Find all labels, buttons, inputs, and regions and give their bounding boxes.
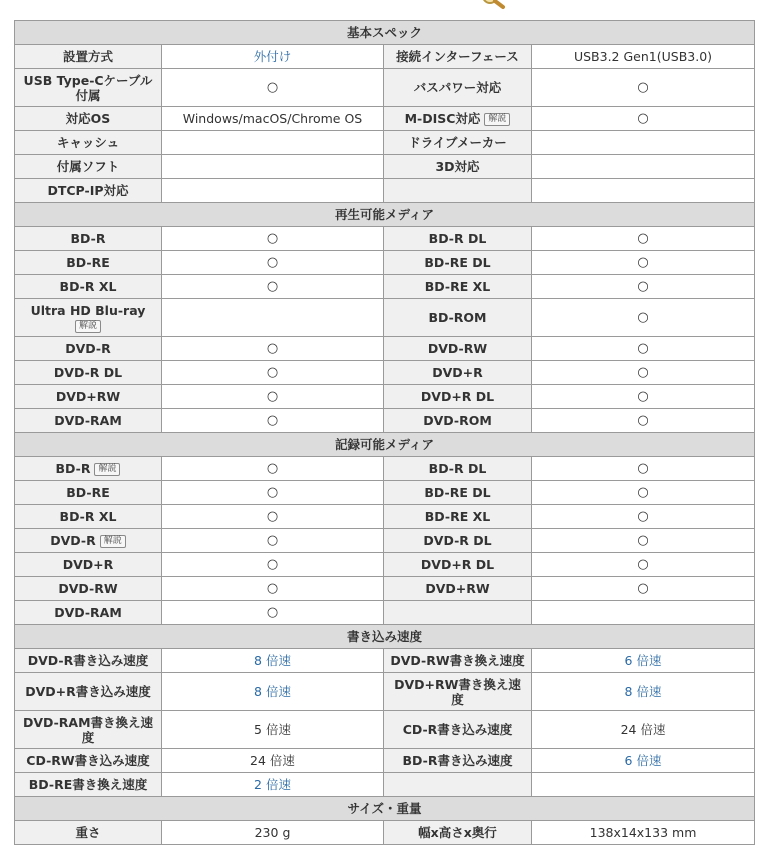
supported-mark: ○ (162, 251, 384, 275)
spec-label: 3D対応 (384, 155, 532, 179)
media-label: BD-R XL (15, 275, 162, 299)
table-row (15, 69, 755, 107)
spec-value: 138x14x133 mm (532, 821, 755, 845)
media-label: DVD-RAM (15, 409, 162, 433)
spec-label: DTCP-IP対応 (15, 179, 162, 203)
table-row (15, 409, 755, 433)
table-row (15, 649, 755, 673)
table-row (15, 227, 755, 251)
table-row (15, 337, 755, 361)
section-header-speed (15, 625, 755, 649)
supported-mark: ○ (532, 337, 755, 361)
media-label: DVD-R DL (15, 361, 162, 385)
spec-value: Windows/macOS/Chrome OS (162, 107, 384, 131)
media-label: DVD-ROM (384, 409, 532, 433)
section-title: 書き込み速度 (15, 625, 755, 649)
spec-label-with-help (384, 107, 532, 131)
spec-label: 接続インターフェース (384, 45, 532, 69)
spec-value-link[interactable]: 外付け (162, 45, 384, 69)
table-row (15, 107, 755, 131)
spec-label-text: M-DISC対応 (404, 111, 481, 126)
media-label: BD-RE (15, 481, 162, 505)
speed-label: CD-R書き込み速度 (384, 711, 532, 749)
supported-mark (532, 601, 755, 625)
table-row (15, 45, 755, 69)
media-label: BD-RE DL (384, 481, 532, 505)
spec-value (162, 155, 384, 179)
supported-mark: ○ (532, 529, 755, 553)
supported-mark: ○ (532, 299, 755, 337)
speed-label (384, 773, 532, 797)
media-label-text: DVD-R (50, 533, 96, 548)
spec-label: 重さ (15, 821, 162, 845)
speed-label: DVD+RW書き換え速度 (384, 673, 532, 711)
media-label: BD-R DL (384, 227, 532, 251)
kaisetsu-button[interactable]: 解説 (100, 535, 126, 548)
spec-value (532, 131, 755, 155)
media-label: BD-RE (15, 251, 162, 275)
section-header-basic (15, 21, 755, 45)
supported-mark (162, 299, 384, 337)
spec-label (384, 179, 532, 203)
section-title: 記録可能メディア (15, 433, 755, 457)
media-label: DVD-RAM (15, 601, 162, 625)
supported-mark: ○ (162, 601, 384, 625)
media-label: DVD-R (15, 337, 162, 361)
spec-table (14, 20, 755, 845)
supported-mark: ○ (532, 227, 755, 251)
spec-value (162, 131, 384, 155)
media-label: DVD+R DL (384, 553, 532, 577)
supported-mark: ○ (162, 529, 384, 553)
supported-mark: ○ (162, 553, 384, 577)
table-row (15, 299, 755, 337)
media-label (384, 601, 532, 625)
media-label: BD-RE XL (384, 275, 532, 299)
spec-label: ドライブメーカー (384, 131, 532, 155)
supported-mark: ○ (532, 505, 755, 529)
supported-mark: ○ (532, 553, 755, 577)
table-row (15, 673, 755, 711)
spec-label: 幅x高さx奥行 (384, 821, 532, 845)
spec-label: 設置方式 (15, 45, 162, 69)
media-label: DVD+RW (15, 385, 162, 409)
supported-mark: ○ (162, 337, 384, 361)
supported-mark: ○ (162, 505, 384, 529)
media-label: DVD+R (15, 553, 162, 577)
spec-label: 対応OS (15, 107, 162, 131)
supported-mark: ○ (162, 227, 384, 251)
speed-label: DVD-RW書き換え速度 (384, 649, 532, 673)
speed-label: DVD-RAM書き換え速度 (15, 711, 162, 749)
table-row (15, 251, 755, 275)
speed-value-link[interactable]: 6 倍速 (532, 749, 755, 773)
supported-mark: ○ (532, 361, 755, 385)
speed-value (532, 773, 755, 797)
section-header-playback (15, 203, 755, 227)
spec-value: USB3.2 Gen1(USB3.0) (532, 45, 755, 69)
table-row (15, 361, 755, 385)
table-row (15, 711, 755, 749)
media-label-with-help (15, 299, 162, 337)
supported-mark: ○ (532, 457, 755, 481)
section-header-size (15, 797, 755, 821)
table-row (15, 481, 755, 505)
table-row (15, 131, 755, 155)
supported-mark: ○ (162, 481, 384, 505)
table-row (15, 773, 755, 797)
spec-value (532, 179, 755, 203)
media-label: DVD-RW (384, 337, 532, 361)
media-label: DVD+R DL (384, 385, 532, 409)
media-label-text: BD-R (55, 461, 91, 476)
media-label: BD-R DL (384, 457, 532, 481)
kaisetsu-button[interactable]: 解説 (484, 113, 510, 126)
spec-value (532, 155, 755, 179)
table-row (15, 275, 755, 299)
spec-value: 230 g (162, 821, 384, 845)
supported-mark: ○ (162, 409, 384, 433)
speed-value: 24 倍速 (162, 749, 384, 773)
media-label-with-help (15, 529, 162, 553)
table-row (15, 529, 755, 553)
media-label-with-help (15, 457, 162, 481)
speed-value-link[interactable]: 6 倍速 (532, 649, 755, 673)
spec-label: USB Type-Cケーブル付属 (15, 69, 162, 107)
magnifier-icon (478, 0, 508, 10)
supported-mark: ○ (162, 385, 384, 409)
speed-label: DVD+R書き込み速度 (15, 673, 162, 711)
speed-value-link[interactable]: 8 倍速 (162, 673, 384, 711)
supported-mark: ○ (532, 69, 755, 107)
spec-label: 付属ソフト (15, 155, 162, 179)
speed-label: DVD-R書き込み速度 (15, 649, 162, 673)
section-title: 基本スペック (15, 21, 755, 45)
table-row (15, 385, 755, 409)
media-label: BD-ROM (384, 299, 532, 337)
spec-label: キャッシュ (15, 131, 162, 155)
speed-value-link[interactable]: 8 倍速 (532, 673, 755, 711)
supported-mark: ○ (162, 69, 384, 107)
media-label-text: Ultra HD Blu-ray (30, 302, 146, 318)
table-row (15, 601, 755, 625)
speed-value-link[interactable]: 8 倍速 (162, 649, 384, 673)
supported-mark: ○ (162, 361, 384, 385)
supported-mark: ○ (532, 481, 755, 505)
speed-value-link[interactable]: 2 倍速 (162, 773, 384, 797)
table-row (15, 749, 755, 773)
table-row (15, 179, 755, 203)
supported-mark: ○ (532, 409, 755, 433)
media-label: DVD-R DL (384, 529, 532, 553)
media-label: DVD-RW (15, 577, 162, 601)
section-title: 再生可能メディア (15, 203, 755, 227)
spec-value (162, 179, 384, 203)
media-label: BD-R XL (15, 505, 162, 529)
speed-label: CD-RW書き込み速度 (15, 749, 162, 773)
kaisetsu-button[interactable]: 解説 (75, 320, 101, 333)
supported-mark: ○ (532, 107, 755, 131)
media-label: BD-RE XL (384, 505, 532, 529)
supported-mark: ○ (532, 577, 755, 601)
table-row (15, 505, 755, 529)
kaisetsu-button[interactable]: 解説 (94, 463, 120, 476)
speed-label: BD-R書き込み速度 (384, 749, 532, 773)
media-label: DVD+RW (384, 577, 532, 601)
table-row (15, 553, 755, 577)
speed-value: 5 倍速 (162, 711, 384, 749)
table-row (15, 577, 755, 601)
media-label: DVD+R (384, 361, 532, 385)
speed-value: 24 倍速 (532, 711, 755, 749)
table-row (15, 821, 755, 845)
media-label: BD-RE DL (384, 251, 532, 275)
supported-mark: ○ (532, 251, 755, 275)
supported-mark: ○ (532, 275, 755, 299)
speed-label: BD-RE書き換え速度 (15, 773, 162, 797)
spec-label: バスパワー対応 (384, 69, 532, 107)
supported-mark: ○ (162, 275, 384, 299)
media-label: BD-R (15, 227, 162, 251)
table-row (15, 155, 755, 179)
section-header-record (15, 433, 755, 457)
supported-mark: ○ (162, 577, 384, 601)
section-title: サイズ・重量 (15, 797, 755, 821)
supported-mark: ○ (162, 457, 384, 481)
table-row (15, 457, 755, 481)
supported-mark: ○ (532, 385, 755, 409)
